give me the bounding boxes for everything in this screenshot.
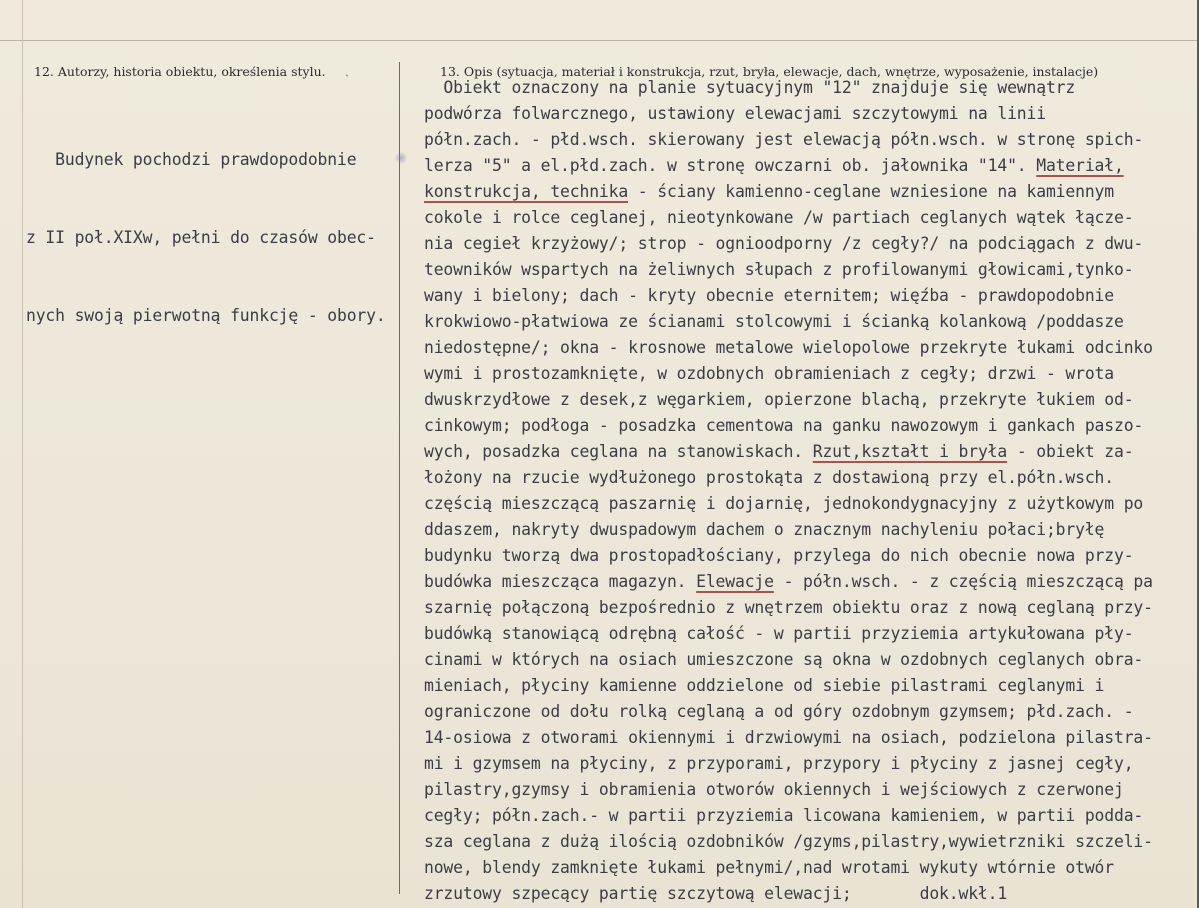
description-line (424, 803, 1153, 829)
description-line (424, 257, 1153, 283)
line-text: częścią mieszczącą paszarnię i dojarnię, jednokondygnacyjny z użytkowym po (424, 494, 1144, 513)
line-text: łożony na rzucie wydłużonego prostokąta z dostawioną przy el.półn.wsch. (424, 468, 1114, 487)
history-line: Budynek pochodzi prawdopodobnie (26, 150, 357, 169)
description-line (424, 387, 1153, 413)
description-line (424, 491, 1153, 517)
line-text: ograniczone od dołu rolką ceglaną a od góry ozdobnym gzymsem; płd.zach. - (424, 702, 1134, 721)
line-text: półn.zach. - płd.wsch. skierowany jest elewacją półn.wsch. w stronę spich- (424, 130, 1144, 149)
line-text: Obiekt oznaczony na planie sytuacyjnym "12" znajduje się wewnątrz (424, 78, 1076, 97)
line-text: cegły; półn.zach.- w partii przyziemia licowana kamieniem, w partii podda- (424, 806, 1144, 825)
line-text: niedostępne/; okna - krosnowe metalowe wielopolowe przekryte łukami odcinko (424, 338, 1153, 357)
description-line (424, 465, 1153, 491)
line-text: podwórza folwarcznego, ustawiony elewacjami szczytowymi na linii (424, 104, 1046, 123)
history-line: z II poł.XIXw, pełni do czasów obec- (26, 228, 376, 247)
underlined-heading: konstrukcja, technika (424, 182, 629, 201)
description-line (424, 855, 1153, 881)
line-text: sza ceglana z dużą ilością ozdobników /gzyms,pilastry,wywietrzniki szczeli- (424, 832, 1153, 851)
line-text: mieniach, płyciny kamienne oddzielone od siebie pilastrami ceglanymi i (424, 676, 1105, 695)
history-text (26, 95, 386, 381)
description-line (424, 699, 1153, 725)
description-line (424, 179, 1153, 205)
description-line (424, 153, 1153, 179)
description-line (424, 647, 1153, 673)
description-line (424, 283, 1153, 309)
line-text: wany i bielony; dach - kryty obecnie eternitem; więźba - prawdopodobnie (424, 286, 1114, 305)
description-line (424, 517, 1153, 543)
underlined-heading: Elewacje (696, 572, 774, 591)
history-line: nych swoją pierwotną funkcję - obory. (26, 306, 386, 325)
line-text: 14-osiowa z otworami okiennymi i drzwiowymi na osiach, podzielona pilastra- (424, 728, 1153, 747)
description-line (424, 439, 1153, 465)
line-text: szarnię połączoną bezpośrednio z wnętrzem obiektu oraz z nową ceglaną przy- (424, 598, 1153, 617)
description-line (424, 569, 1153, 595)
line-text: mi i gzymsem na płyciny, z przyporami, przypory i płyciny z jasnej cegły, (424, 754, 1134, 773)
line-text: cinkowym; podłoga - posadzka cementowa na ganku nawozowym i gankach paszo- (424, 416, 1144, 435)
line-text: dwuskrzydłowe z desek,z węgarkiem, opierzone blachą, przekryte łukiem od- (424, 390, 1134, 409)
line-text: krokwiowo-płatwiowa ze ścianami stolcowymi i ścianką kolankową /poddasze (424, 312, 1124, 331)
line-text: teowników wspartych na żeliwnych słupach z profilowanymi głowicami,tynko- (424, 260, 1134, 279)
top-border (0, 0, 1199, 41)
line-text: ddaszem, nakryty dwuspadowym dachem o znacznym nachyleniu połaci;bryłę (424, 520, 1105, 539)
description-line (424, 725, 1153, 751)
line-text: cokole i rolce ceglanej, nieotynkowane /w partiach ceglanych wątek łącze- (424, 208, 1134, 227)
line-text: - obiekt za- (1007, 442, 1134, 461)
line-text: budynku tworzą dwa prostopadłościany, przylega do nich obecnie nowa przy- (424, 546, 1134, 565)
line-text: - półn.wsch. - z częścią mieszczącą pa (773, 572, 1153, 591)
column-divider (399, 62, 400, 894)
line-text: - ściany kamienno-ceglane wzniesione na kamiennym (628, 182, 1114, 201)
description-line (424, 101, 1153, 127)
description-line (424, 413, 1153, 439)
description-line (424, 595, 1153, 621)
section-12-header: 12. Autorzy, historia obiektu, określenia stylu. (34, 64, 326, 79)
line-text: wymi i prostozamknięte, w ozdobnych obramieniach z cegły; drzwi - wrota (424, 364, 1114, 383)
left-margin-edge (0, 0, 23, 908)
line-text: pilastry,gzymsy i obramienia otworów okiennych i wejściowych z czerwonej (424, 780, 1124, 799)
description-line (424, 751, 1153, 777)
description-line (424, 621, 1153, 647)
description-line (424, 673, 1153, 699)
line-text: wych, posadzka ceglana na stanowiskach. (424, 442, 813, 461)
description-line (424, 205, 1153, 231)
description-line (424, 829, 1153, 855)
description-line (424, 881, 1153, 907)
line-text: nia cegieł krzyżowy/; strop - ognioodporny /z cegły?/ na podciągach z dwu- (424, 234, 1144, 253)
description-text (424, 75, 1153, 907)
description-line (424, 231, 1153, 257)
line-text: cinami w których na osiach umieszczone są okna w ozdobnych ceglanych obra- (424, 650, 1144, 669)
description-line (424, 309, 1153, 335)
line-text: lerza "5" a el.płd.zach. w stronę owczarni ob. jałownika "14". (424, 156, 1037, 175)
ink-smudge (394, 152, 408, 164)
description-line (424, 543, 1153, 569)
line-text: nowe, blendy zamknięte łukami pełnymi/,nad wrotami wykuty wtórnie otwór (424, 858, 1114, 877)
pencil-tick-mark: ˎ (345, 63, 349, 77)
underlined-heading: Materiał, (1036, 156, 1124, 175)
description-line (424, 777, 1153, 803)
description-line (424, 335, 1153, 361)
line-text: budówka mieszcząca magazyn. (424, 572, 697, 591)
section-13-header: 13. Opis (sytuacja, materiał i konstrukcja, rzut, bryła, elewacje, dach, wnętrze, wyposażenie, instalacje) (440, 64, 1099, 79)
description-line (424, 75, 1153, 101)
description-line (424, 361, 1153, 387)
line-text: budówką stanowiącą odrębną całość - w partii przyziemia artykułowana pły- (424, 624, 1134, 643)
description-line (424, 127, 1153, 153)
underlined-heading: Rzut,kształt i bryła (812, 442, 1008, 461)
line-text: zrzutowy szpecący partię szczytową elewacji; dok.wkł.1 (424, 884, 1008, 903)
